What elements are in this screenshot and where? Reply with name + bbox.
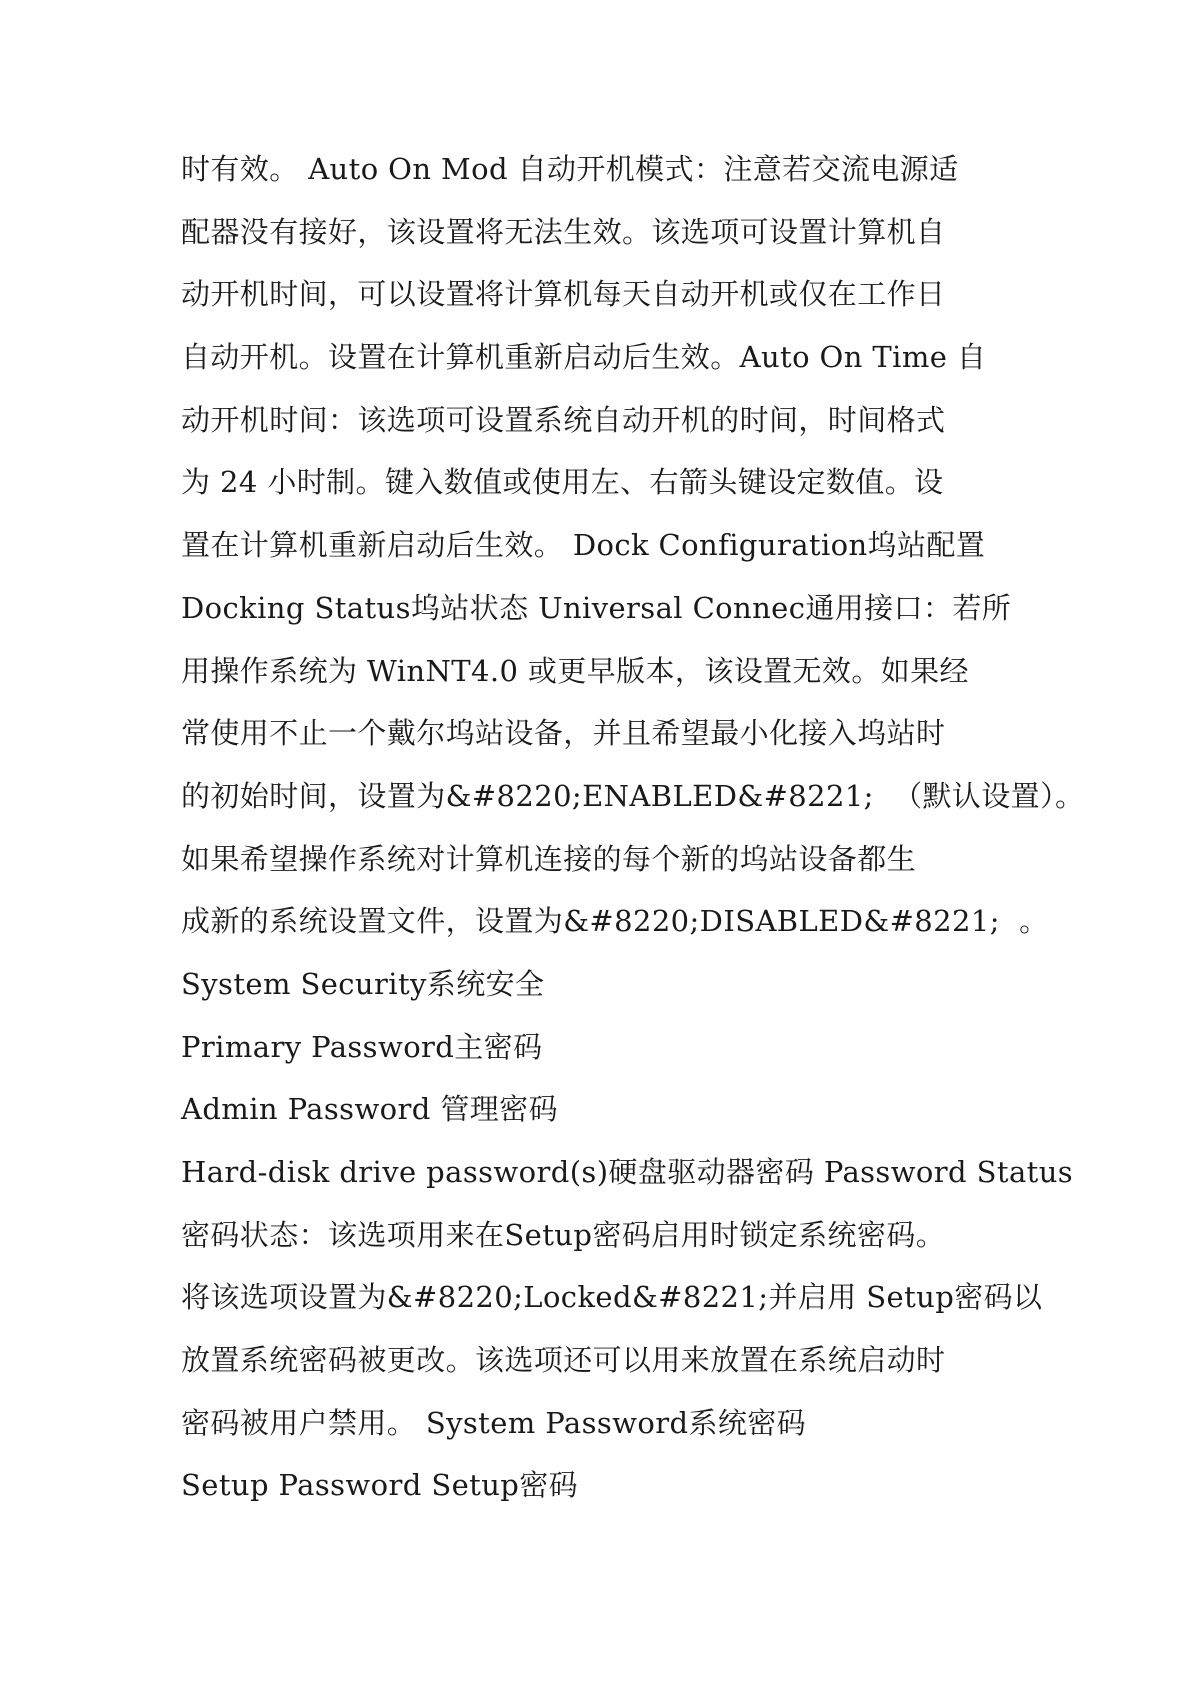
text-line: 的初始时间，设置为&#8220;ENABLED&#8221; （默认设置）。 — [181, 778, 1085, 813]
text-line: System Security系统安全 — [181, 966, 545, 1001]
text-line: 动开机时间：该选项可设置系统自动开机的时间，时间格式 — [181, 402, 946, 437]
text-line: 放置系统密码被更改。该选项还可以用来放置在系统启动时 — [181, 1343, 946, 1378]
text-line: 置在计算机重新启动后生效。 Dock Configuration坞站配置 — [181, 528, 986, 563]
text-line: 配器没有接好，该设置将无法生效。该选项可设置计算机自 — [181, 214, 946, 249]
text-line: Hard-disk drive password(s)硬盘驱动器密码 Password Status — [181, 1155, 1074, 1189]
text-line: 用操作系统为 WinNT4.0 或更早版本，该设置无效。如果经 — [181, 653, 969, 688]
text-line: 如果希望操作系统对计算机连接的每个新的坞站设备都生 — [181, 841, 917, 876]
text-line: 常使用不止一个戴尔坞站设备，并且希望最小化接入坞站时 — [181, 716, 946, 751]
text-line: 为 24 小时制。键入数值或使用左、右箭头键设定数值。设 — [181, 465, 944, 500]
text-line: 密码被用户禁用。 System Password系统密码 — [181, 1405, 807, 1440]
text-line: 动开机时间，可以设置将计算机每天自动开机或仅在工作日 — [181, 277, 946, 312]
text-line: Setup Password Setup密码 — [181, 1468, 579, 1503]
text-line: 成新的系统设置文件，设置为&#8220;DISABLED&#8221; 。 — [181, 904, 1049, 939]
text-line: 密码状态：该选项用来在Setup密码启用时锁定系统密码。 — [181, 1217, 946, 1252]
document-body — [181, 138, 1085, 1517]
text-line: Docking Status坞站状态 Universal Connec通用接口：若所 — [181, 590, 1012, 625]
text-line: 自动开机。设置在计算机重新启动后生效。Auto On Time 自 — [181, 340, 987, 375]
text-line: Primary Password主密码 — [181, 1029, 543, 1064]
text-line: 时有效。 Auto On Mod 自动开机模式：注意若交流电源适 — [181, 152, 959, 186]
text-line: Admin Password 管理密码 — [181, 1092, 558, 1127]
text-line: 将该选项设置为&#8220;Locked&#8221;并启用 Setup密码以 — [181, 1280, 1043, 1315]
